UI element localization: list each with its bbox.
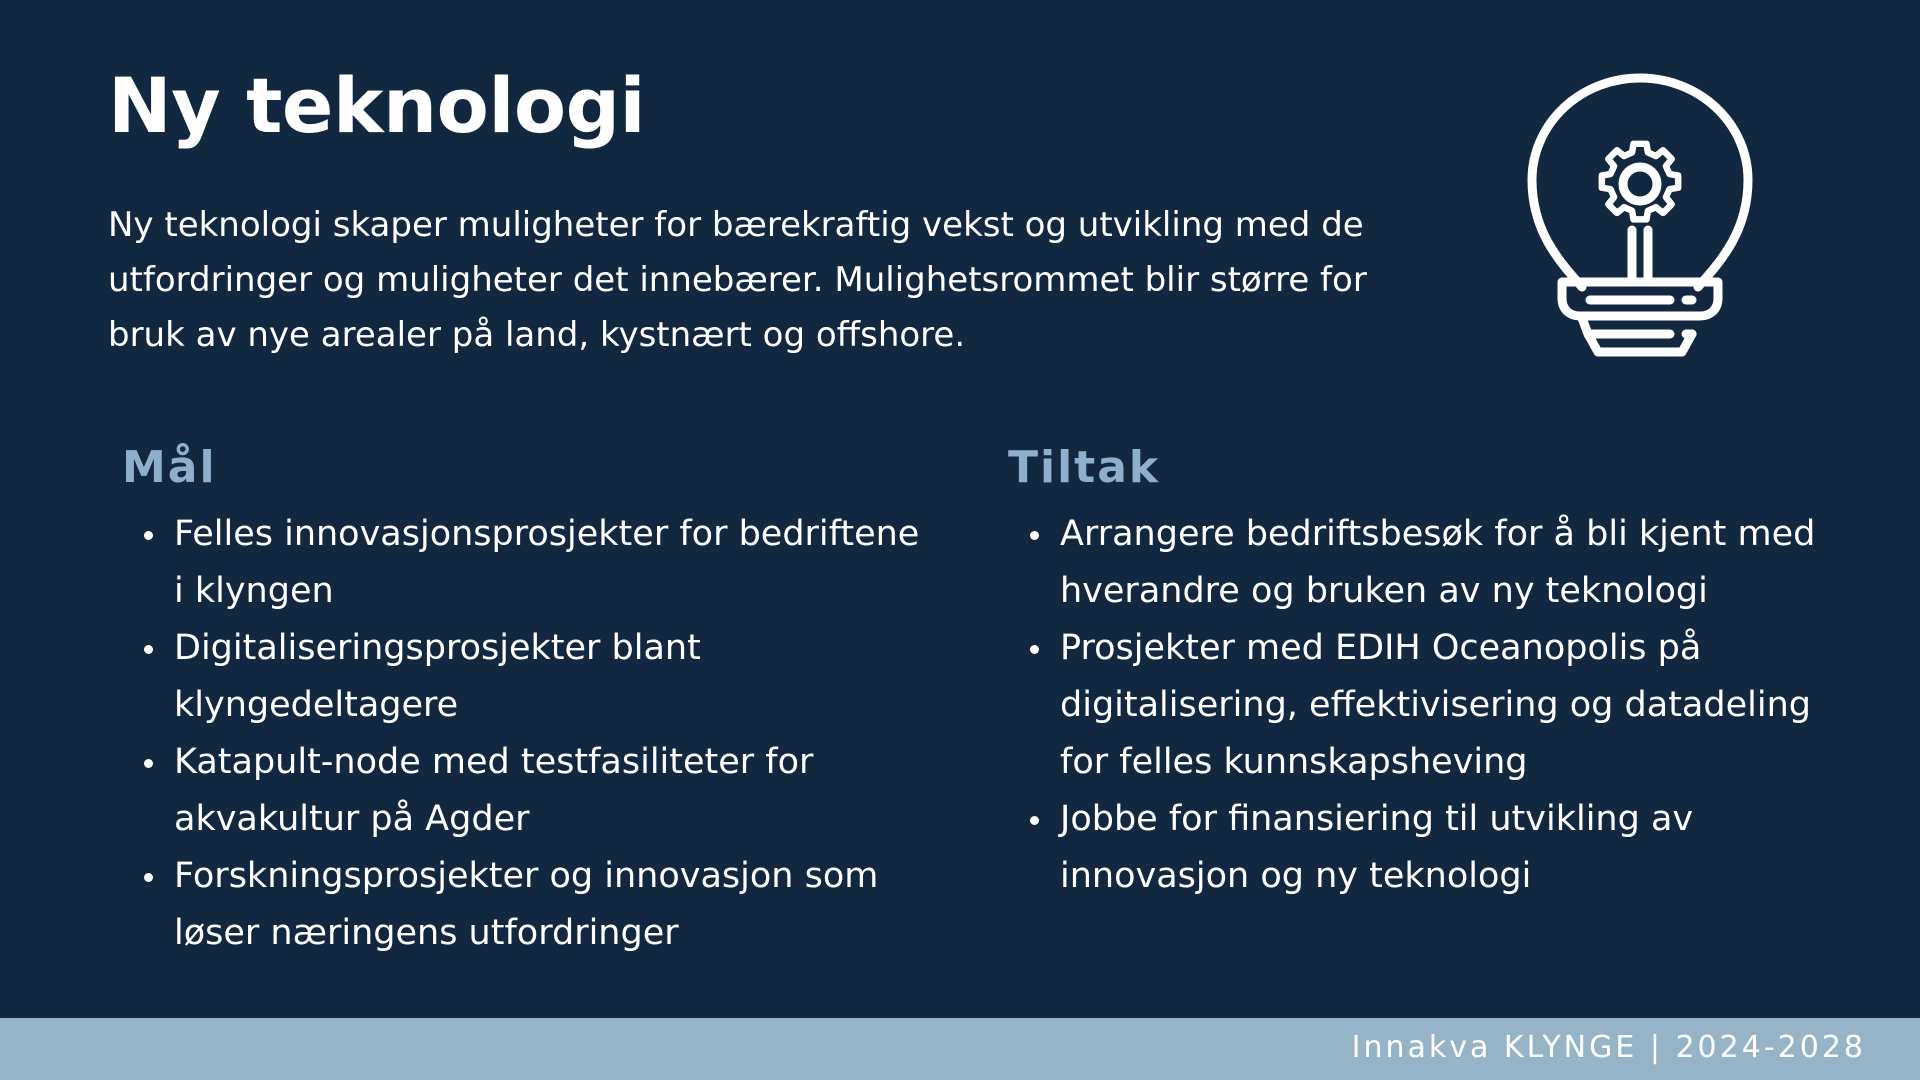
bullet-icon	[1030, 645, 1039, 654]
list-item	[122, 734, 934, 848]
list-item-text: Forskningsprosjekter og innovasjon som løser næringens utfordringer	[174, 856, 879, 953]
list-item-text: Prosjekter med EDIH Oceanopolis på digitalisering, effektivisering og datadeling for felles kunnskapsheving	[1060, 628, 1811, 782]
actions-list	[1008, 506, 1878, 905]
list-item-text: Digitaliseringsprosjekter blant klyngedeltagere	[174, 628, 701, 725]
bullet-icon	[144, 645, 153, 654]
page-title: Ny teknologi	[108, 61, 646, 150]
footer-text: Innakva KLYNGE | 2024-2028	[1351, 1030, 1866, 1065]
list-item	[122, 620, 934, 734]
list-item-text: Arrangere bedriftsbesøk for å bli kjent med hverandre og bruken av ny teknologi	[1060, 514, 1816, 611]
bullet-icon	[1030, 531, 1039, 540]
list-item	[122, 848, 934, 962]
list-item	[122, 506, 934, 620]
intro-paragraph: Ny teknologi skaper muligheter for bærekraftig vekst og utvikling med de utfordringer og muligheter det innebærer. Mulighetsrommet blir større for bruk av nye arealer på land, kystnært og offshore.	[108, 205, 1367, 355]
goals-heading: Mål	[122, 442, 217, 493]
list-item-text: Felles innovasjonsprosjekter for bedriftene i klyngen	[174, 514, 920, 611]
list-item	[1008, 620, 1860, 791]
bullet-icon	[144, 873, 153, 882]
footer-band	[0, 1018, 1920, 1080]
goals-section	[122, 438, 942, 962]
actions-section	[1008, 438, 1878, 905]
bullet-icon	[144, 759, 153, 768]
actions-heading: Tiltak	[1008, 442, 1161, 493]
goals-list	[122, 506, 942, 962]
lightbulb-gear-icon	[1520, 72, 1760, 362]
list-item-text: Katapult-node med testfasiliteter for akvakultur på Agder	[174, 742, 814, 839]
list-item-text: Jobbe for finansiering til utvikling av innovasjon og ny teknologi	[1060, 799, 1694, 896]
list-item	[1008, 506, 1860, 620]
bullet-icon	[1030, 816, 1039, 825]
bullet-icon	[144, 531, 153, 540]
list-item	[1008, 791, 1860, 905]
